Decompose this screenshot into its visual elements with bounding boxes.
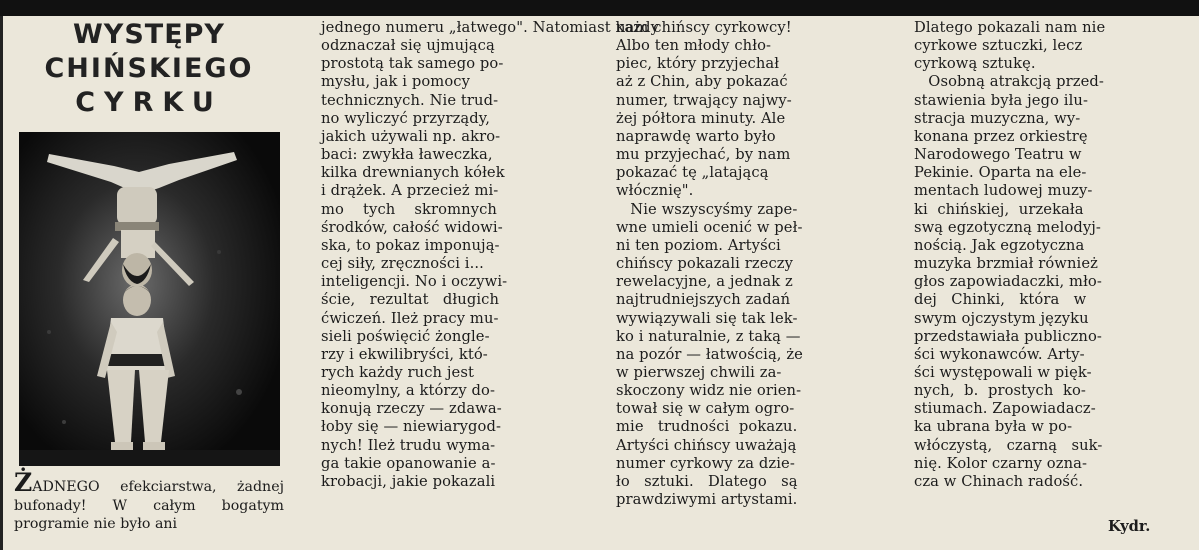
author-signature: Kydr. <box>1108 518 1151 535</box>
column-4: Dlatego pokazali nam nie cyrkowe sztuczki, lecz cyrkową sztukę. Osobną atrakcją przed- stawienia była jego ilu- stracja muzyczna, wy- konana przez orkiestrę Narodowego Teatru w Pekinie. Oparta na ele- mentach ludowej muzy- ki chińskiej, urzekała swą egzotyczną melodyj- nością. Jak egzotyczna muzyka brzmiał również głos zapowiadaczki, mło- dej Chinki, która w swym ojczystym języku przedstawiała publiczno- ści wykonawców. Arty- ści występowali w pięk- nych, b. prostych ko- stiumach. Zapowiadacz- ka ubrana była w po- włóczystą, czarną suk- nię. Kolor czarny ozna- cza w Chinach radość. <box>914 19 1106 490</box>
drop-cap: Ż <box>14 468 33 497</box>
lead-paragraph <box>14 468 284 534</box>
circus-acrobats-photo <box>19 132 280 466</box>
top-rule <box>0 0 1199 16</box>
headline <box>14 18 284 120</box>
headline-line-1: WYSTĘPY <box>73 19 225 50</box>
column-3: nam chińscy cyrkowcy! Albo ten młody chło- piec, który przyjechał aż z Chin, aby pokazać numer, trwający najwy- żej półtora minuty. Ale naprawdę warto było mu przyjechać, by nam pokazać tę „latającą włócznię". Nie wszyscyśmy zape- wne umieli ocenić w peł- ni ten poziom. Artyści chińscy pokazali rzeczy rewelacyjne, a jednak z najtrudniejszych zadań wywiązywali się tak lek- ko i naturalnie, z taką — na pozór — łatwością, że w pierwszej chwili za- skoczony widz nie orien- tował się w całym ogro- mie trudności pokazu. Artyści chińscy uważają numer cyrkowy za dzie- ło sztuki. Dlatego są prawdziwymi artystami. <box>616 19 803 509</box>
lead-text: ADNEGO efekciarstwa, żadnej bufonady! W całym bogatym programie nie było ani <box>14 479 284 532</box>
headline-line-3: CYRKU <box>75 87 223 118</box>
column-2: jednego numeru „łatwego". Natomiast każdy odznaczał się ujmującą prostotą tak samego po- mysłu, jak i pomocy technicznych. Nie trud- no wyliczyć przyrządy, jakich używali np. akro- baci: zwykła ławeczka, kilka drewnianych kółek i drążek. A przecież mi- mo tych skromnych środków, całość widowi- ska, to pokaz imponują- cej siły, zręczności i... inteligencji. No i oczywi- ście, rezultat długich ćwiczeń. Ileż pracy mu- sieli poświęcić żongle- rzy i ekwilibryści, któ- rych każdy ruch jest nieomylny, a którzy do- konują rzeczy — zdawa- łoby się — niewiarygod- nych! Ileż trudu wyma- ga takie opanowanie a- krobacji, jakie pokazali <box>321 19 660 490</box>
headline-line-2: CHIŃSKIEGO <box>44 53 254 84</box>
left-rule <box>0 16 3 550</box>
